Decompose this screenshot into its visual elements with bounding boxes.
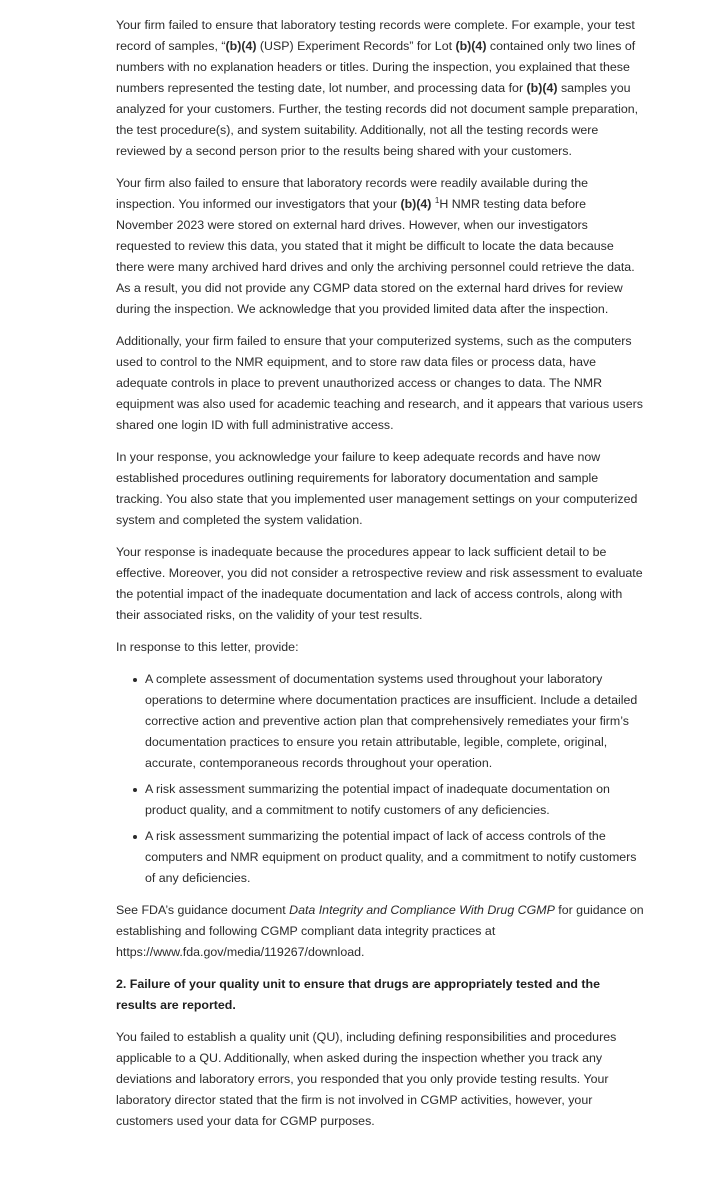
redaction-b4: (b)(4)	[526, 81, 558, 95]
text: Your firm also failed to ensure that laboratory records were readily available during the inspection. You informed our investigators that your	[116, 176, 589, 211]
superscript: 1	[434, 196, 440, 205]
list-item: A complete assessment of documentation systems used throughout your laboratory operations to determine where documentation practices are insufficient. Include a detailed corrective action and preventive action plan that comprehensively remediates your firm’s documentation practices to ensure you retain attributable, legible, complete, original, accurate, contemporaneous records throughout your operation.	[145, 669, 644, 774]
requirements-list	[116, 669, 644, 889]
text: contained only two lines of numbers with no explanation headers or titles. During the inspection, you explained that these numbers represented the testing date, lot number, and processing data for	[116, 39, 636, 95]
text: See FDA’s guidance document	[116, 903, 290, 917]
paragraph-response-inadequate: Your response is inadequate because the procedures appear to lack sufficient detail to be effective. Moreover, you did not consider a retrospective review and risk assessment to evaluate the potential impact of the inadequate documentation and lack of access controls, along with their associated risks, on the validity of your test results.	[116, 545, 643, 622]
list-item: A risk assessment summarizing the potential impact of lack of access controls of the computers and NMR equipment on product quality, and a commitment to notify customers of any deficiencies.	[145, 826, 644, 889]
guidance-title: Data Integrity and Compliance With Drug CGMP	[289, 903, 555, 917]
redaction-b4: (b)(4)	[400, 197, 432, 211]
paragraph-firm-response: In your response, you acknowledge your failure to keep adequate records and have now established procedures outlining requirements for laboratory documentation and sample tracking. You also state that you implemented user management settings on your computerized system and completed the system validation.	[116, 450, 638, 527]
paragraph-provide-intro: In response to this letter, provide:	[116, 640, 299, 654]
list-item: A risk assessment summarizing the potential impact of inadequate documentation on product quality, and a commitment to notify customers of any deficiencies.	[145, 779, 644, 821]
paragraph-testing-records	[116, 15, 644, 162]
text: Your firm failed to ensure that laboratory testing records were complete. For example, your test record of samples, “	[116, 18, 635, 53]
text: samples you analyzed for your customers. Further, the testing records did not document sample preparation, the test procedure(s), and system suitability. Additionally, not all the testing records were reviewed by a second person prior to the results being shared with your customers.	[116, 81, 639, 158]
paragraph-records-availability	[116, 173, 644, 320]
text: for guidance on establishing and following CGMP compliant data integrity practices at https://www.fda.gov/media/119267/download.	[116, 903, 644, 959]
paragraph-quality-unit: You failed to establish a quality unit (QU), including defining responsibilities and procedures applicable to a QU. Additionally, when asked during the inspection whether you track any deviations and laboratory errors, you responded that you only provide testing results. Your laboratory director stated that the firm is not involved in CGMP activities, however, your customers used your data for CGMP purposes.	[116, 1030, 617, 1128]
text: (USP) Experiment Records” for Lot	[256, 39, 456, 53]
letter-body	[116, 15, 644, 1143]
section-heading: 2. Failure of your quality unit to ensure that drugs are appropriately tested and the results are reported.	[116, 977, 601, 1012]
redaction-b4: (b)(4)	[455, 39, 487, 53]
paragraph-computerized-systems: Additionally, your firm failed to ensure that your computerized systems, such as the computers used to control to the NMR equipment, and to store raw data files or process data, have adequate controls in place to prevent unauthorized access or changes to data. The NMR equipment was also used for academic teaching and research, and it appears that various users shared one login ID with full administrative access.	[116, 334, 643, 432]
text: H NMR testing data before November 2023 were stored on external hard drives. However, when our investigators requested to review this data, you stated that it might be difficult to locate the data because there were many archived hard drives and only the archiving personnel could retrieve the data. As a result, you did not provide any CGMP data stored on the external hard drives for review during the inspection. We acknowledge that you provided limited data after the inspection.	[116, 197, 635, 316]
redaction-b4: (b)(4)	[225, 39, 257, 53]
paragraph-guidance-reference	[116, 900, 644, 963]
